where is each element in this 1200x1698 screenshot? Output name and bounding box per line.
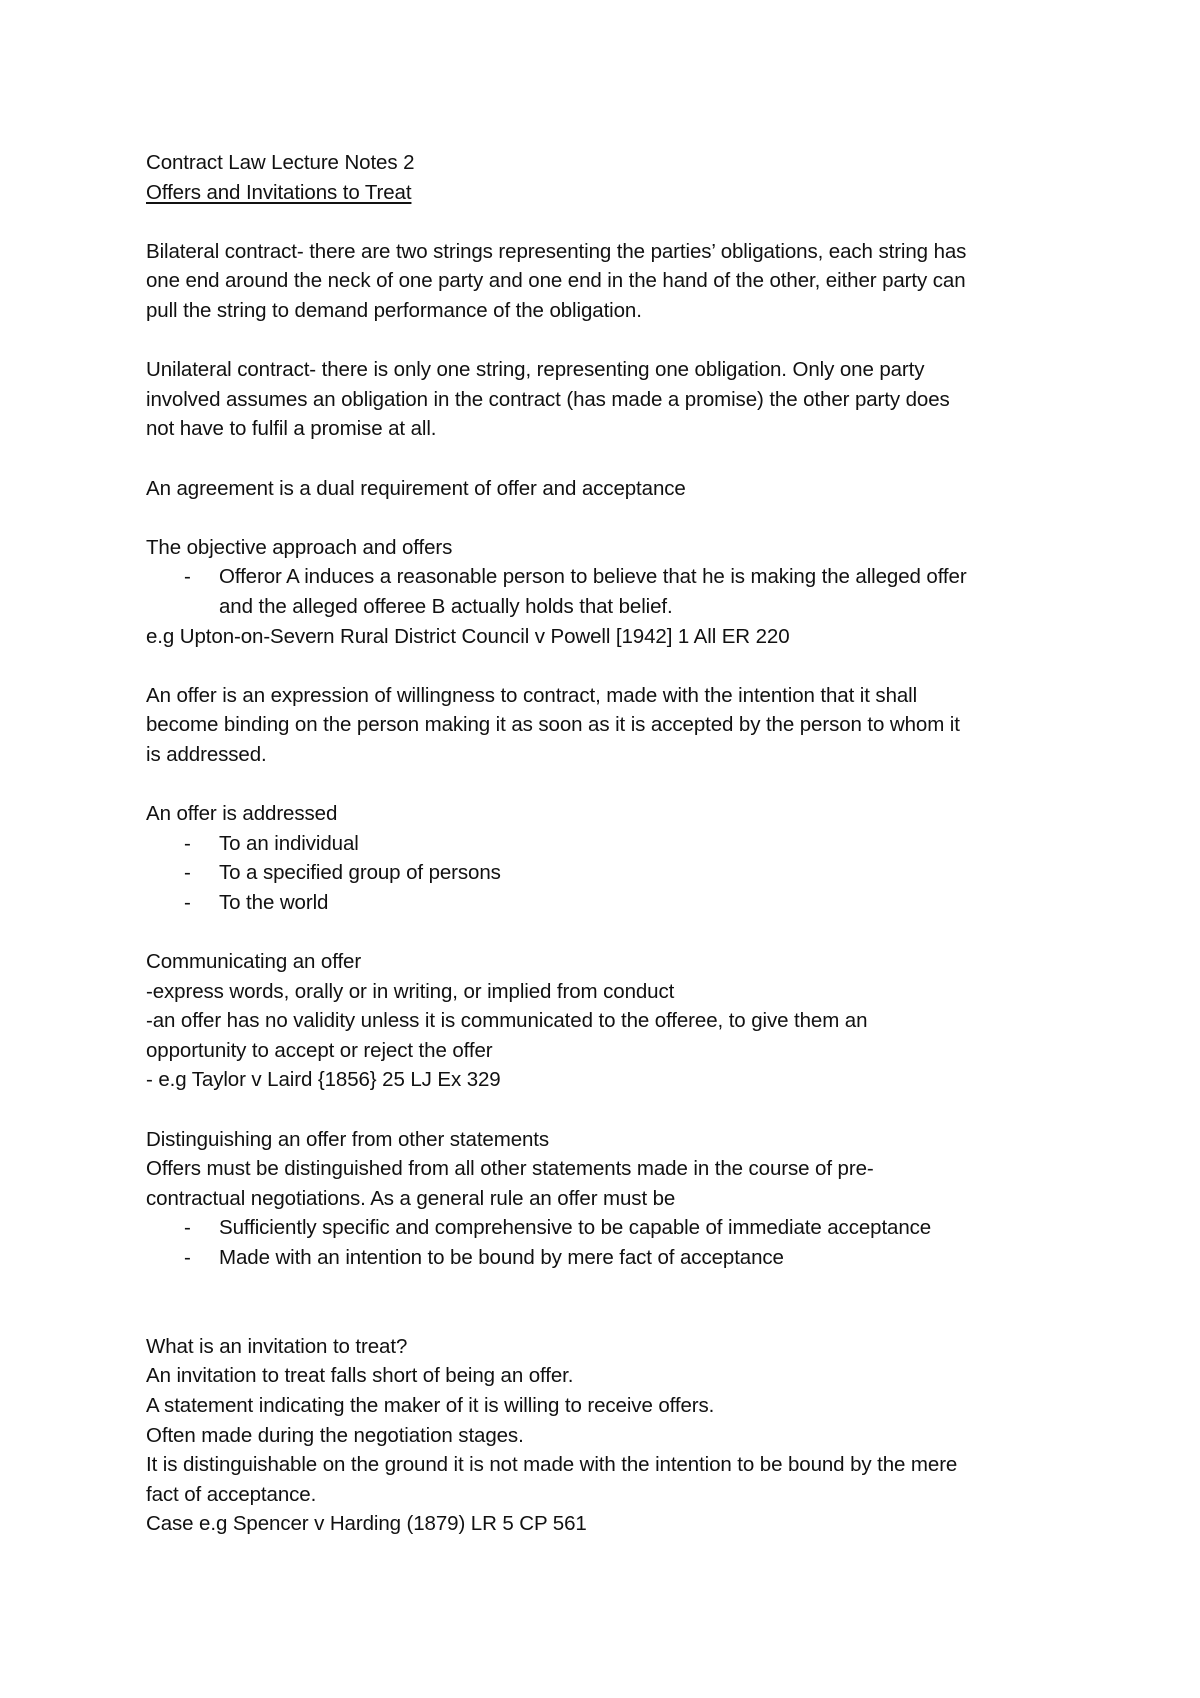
text-line: It is distinguishable on the ground it is not made with the intention to be bound by the mere — [146, 1453, 958, 1477]
agreement-paragraph: An agreement is a dual requirement of offer and acceptance — [146, 476, 686, 500]
section-heading: What is an invitation to treat? — [146, 1334, 408, 1358]
spacer — [146, 444, 1076, 474]
text-line: A statement indicating the maker of it is willing to receive offers. — [146, 1393, 715, 1417]
bullet-list — [146, 829, 1076, 918]
text-line: Offers must be distinguished from all other statements made in the course of pre- — [146, 1157, 874, 1181]
list-item-text: Sufficiently specific and comprehensive to be capable of immediate acceptance — [219, 1216, 932, 1240]
spacer — [146, 503, 1076, 533]
bilateral-paragraph — [146, 237, 1076, 326]
dash-bullet: - — [184, 861, 191, 885]
case-example: Case e.g Spencer v Harding (1879) LR 5 CP 561 — [146, 1512, 587, 1536]
text-line: involved assumes an obligation in the contract (has made a promise) the other party does — [146, 387, 950, 411]
section-heading: The objective approach and offers — [146, 535, 453, 559]
section-heading: Communicating an offer — [146, 950, 362, 974]
unilateral-paragraph — [146, 355, 1076, 444]
list-item-text: Made with an intention to be bound by mere fact of acceptance — [219, 1245, 784, 1269]
text-line: one end around the neck of one party and one end in the hand of the other, either party can — [146, 269, 966, 293]
text-line: not have to fulfil a promise at all. — [146, 417, 437, 441]
list-item — [146, 1243, 1076, 1273]
text-line: Unilateral contract- there is only one string, representing one obligation. Only one party — [146, 358, 925, 382]
text-line: is addressed. — [146, 742, 267, 766]
spacer — [146, 1273, 1076, 1332]
spacer — [146, 326, 1076, 356]
list-item-text: To the world — [219, 890, 329, 914]
objective-approach-section — [146, 533, 1076, 651]
bullet-list — [146, 562, 1076, 621]
list-item — [146, 858, 1076, 888]
text-line: become binding on the person making it as soon as it is accepted by the person to whom it — [146, 713, 960, 737]
document-title: Contract Law Lecture Notes 2 — [146, 151, 415, 174]
text-line: contractual negotiations. As a general rule an offer must be — [146, 1186, 676, 1210]
text-line: -express words, orally or in writing, or implied from conduct — [146, 979, 675, 1003]
text-line: opportunity to accept or reject the offer — [146, 1038, 493, 1062]
text-line: An invitation to treat falls short of being an offer. — [146, 1364, 574, 1388]
offer-addressed-section — [146, 799, 1076, 917]
dash-bullet: - — [184, 565, 191, 589]
list-item — [146, 562, 1076, 621]
list-item-line: and the alleged offeree B actually holds that belief. — [219, 594, 673, 618]
text-line: -an offer has no validity unless it is communicated to the offeree, to give them an — [146, 1009, 868, 1033]
list-item-text: To an individual — [219, 831, 359, 855]
document-body — [146, 148, 1076, 1539]
section-heading: An offer is addressed — [146, 802, 338, 826]
distinguishing-offer-section — [146, 1125, 1076, 1273]
case-example: e.g Upton-on-Severn Rural District Council v Powell [1942] 1 All ER 220 — [146, 624, 790, 648]
list-item-text: To a specified group of persons — [219, 861, 501, 885]
section-heading: Distinguishing an offer from other statements — [146, 1127, 550, 1151]
list-item — [146, 829, 1076, 859]
spacer — [146, 207, 1076, 237]
case-example: - e.g Taylor v Laird {1856} 25 LJ Ex 329 — [146, 1068, 501, 1092]
dash-bullet: - — [184, 1216, 191, 1240]
dash-bullet: - — [184, 1245, 191, 1269]
spacer — [146, 917, 1076, 947]
dash-bullet: - — [184, 831, 191, 855]
invitation-to-treat-section — [146, 1332, 1076, 1539]
text-line: Bilateral contract- there are two strings representing the parties’ obligations, each string has — [146, 239, 967, 263]
text-line: pull the string to demand performance of the obligation. — [146, 298, 642, 322]
list-item — [146, 1213, 1076, 1243]
spacer — [146, 1095, 1076, 1125]
communicating-offer-section — [146, 947, 1076, 1095]
text-line: fact of acceptance. — [146, 1482, 317, 1506]
spacer — [146, 769, 1076, 799]
offer-definition-paragraph — [146, 681, 1076, 770]
text-line: An offer is an expression of willingness to contract, made with the intention that it shall — [146, 683, 918, 707]
list-item — [146, 888, 1076, 918]
bullet-list — [146, 1213, 1076, 1272]
list-item-line: Offeror A induces a reasonable person to believe that he is making the alleged offer — [219, 565, 967, 589]
dash-bullet: - — [184, 890, 191, 914]
text-line: Often made during the negotiation stages. — [146, 1423, 524, 1447]
document-subtitle: Offers and Invitations to Treat — [146, 180, 412, 204]
spacer — [146, 651, 1076, 681]
